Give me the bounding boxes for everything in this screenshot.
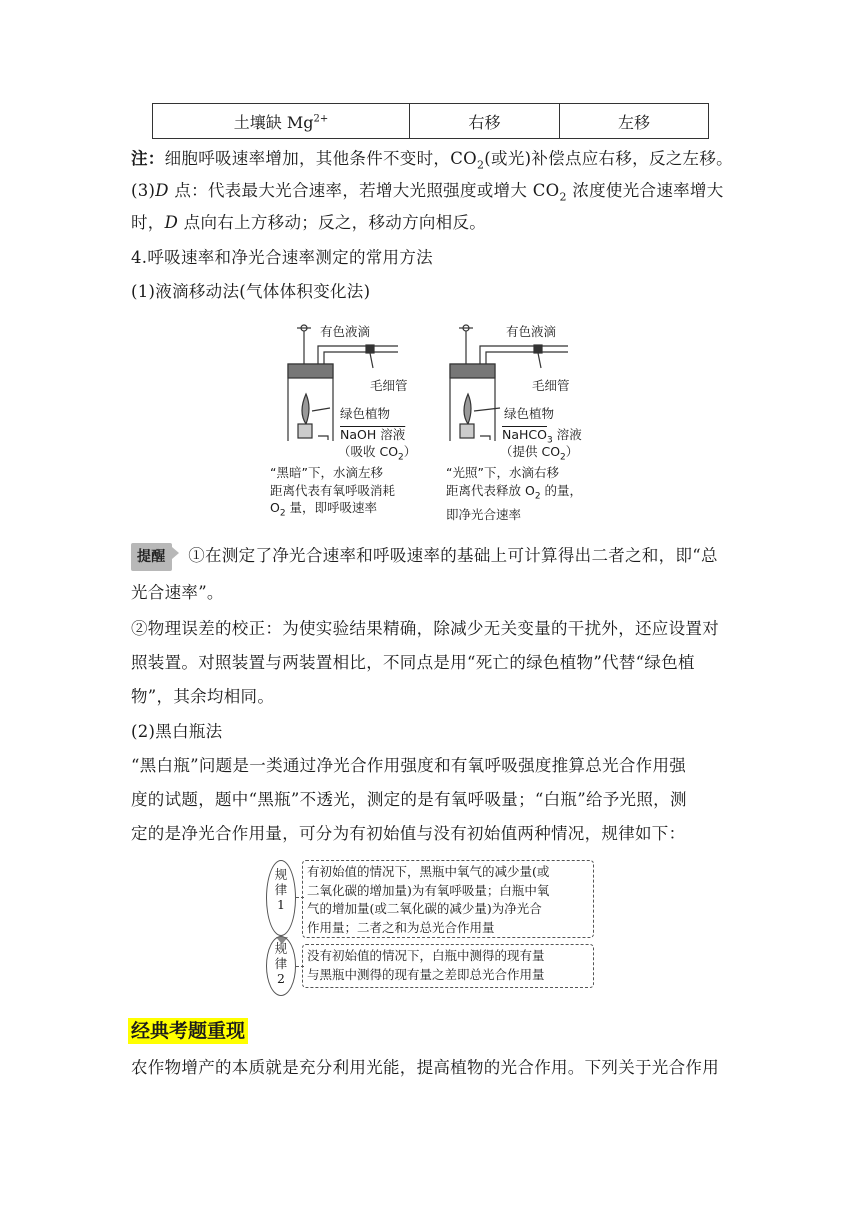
rule-2-box: 没有初始值的情况下，白瓶中测得的现有量 与黑瓶中测得的现有量之差即总光合作用量 xyxy=(302,944,594,988)
table-row xyxy=(153,104,709,139)
section-heading: 经典考题重现 xyxy=(128,1016,248,1043)
tip-line-2: 光合速率”。 xyxy=(131,583,224,602)
note-label: 注： xyxy=(131,149,165,168)
note-line: 注：细胞呼吸速率增加，其他条件不变时，$CO_2$(或光)补偿点应右移，反之左移。 xyxy=(131,149,733,172)
bottle-line-1: “黑白瓶”问题是一类通过净光合作用强度和有氧呼吸强度推算总光合作用强 xyxy=(131,756,687,775)
left-caption: “黑暗”下，水滴左移 距离代表有氧呼吸消耗 $O_2$ 量，即呼吸速率 xyxy=(270,465,396,519)
bottle-line-3: 定的是净光合作用量，可分为有初始值与没有初始值两种情况，规律如下： xyxy=(131,824,686,843)
rule-1-box: 有初始值的情况下，黑瓶中氧气的减少量(或 二氧化碳的增加量)为有氧呼吸量；白瓶中氧 气的增加量(或二氧化碳的减少量)为净光合 作用量；二者之和为总光合作用量 xyxy=(302,860,594,938)
bottle-line-2: 度的试题，题中“黑瓶”不透光，测定的是有氧呼吸量；“白瓶”给予光照，测 xyxy=(131,790,687,809)
right-plant-icon xyxy=(464,394,471,424)
method-1-title: (1)液滴移动法(气体体积变化法) xyxy=(131,282,371,301)
tip-line-5: 物”，其余均相同。 xyxy=(131,687,275,706)
left-colored-drop xyxy=(366,345,374,353)
left-solution-note: （吸收 $CO_2$） xyxy=(338,444,417,463)
point-d-paragraph: (3)D 点：代表最大光合速率，若增大光照强度或增大 $CO_2$ 浓度使光合速率增大 时，D 点向右上方移动；反之，移动方向相反。 xyxy=(131,181,724,233)
last-line: 农作物增产的本质就是充分利用光能，提高植物的光合作用。下列关于光合作用 xyxy=(131,1058,719,1077)
left-solution-label: NaOH 溶液 xyxy=(340,427,406,442)
tip-line-1: 提醒 ①在测定了净光合速率和呼吸速率的基础上可计算得出二者之和，即“总 xyxy=(131,543,751,571)
right-capillary-label: 毛细管 xyxy=(532,378,570,393)
condition-table xyxy=(152,103,709,139)
right-colored-drop xyxy=(534,345,542,353)
tip-line-3: ②物理误差的校正：为使实验结果精确，除减少无关变量的干扰外，还应设置对 xyxy=(131,619,719,638)
right-drop-label: 有色液滴 xyxy=(506,324,557,339)
right-plant-label: 绿色植物 xyxy=(504,406,555,421)
left-plant-label: 绿色植物 xyxy=(340,406,391,421)
right-solution-label: NaHCO$_3$ 溶液 xyxy=(502,427,582,446)
tip-line-4: 照装置。对照装置与两装置相比，不同点是用“死亡的绿色植物”代替“绿色植 xyxy=(131,653,695,672)
table-cell-condition: 土壤缺 $Mg^{2+}$ xyxy=(153,104,410,139)
table-cell-left-shift: 左移 xyxy=(560,104,709,139)
section-4-title: 4.呼吸速率和净光合速率测定的常用方法 xyxy=(131,248,433,267)
left-drop-label: 有色液滴 xyxy=(320,324,371,339)
table-cell-right-shift: 右移 xyxy=(410,104,560,139)
rule-2-badge: 规 律 2 xyxy=(266,936,296,996)
right-solution-note: （提供 $CO_2$） xyxy=(500,444,579,463)
left-capillary-label: 毛细管 xyxy=(370,378,408,393)
tip-badge: 提醒 xyxy=(131,543,172,571)
method-2-title: (2)黑白瓶法 xyxy=(131,722,223,741)
right-caption: “光照”下，水滴右移 距离代表释放 $O_2$ 的量， 即净光合速率 xyxy=(446,465,583,522)
left-plant-icon xyxy=(302,394,309,424)
rule-1-badge: 规 律 1 xyxy=(266,860,296,936)
